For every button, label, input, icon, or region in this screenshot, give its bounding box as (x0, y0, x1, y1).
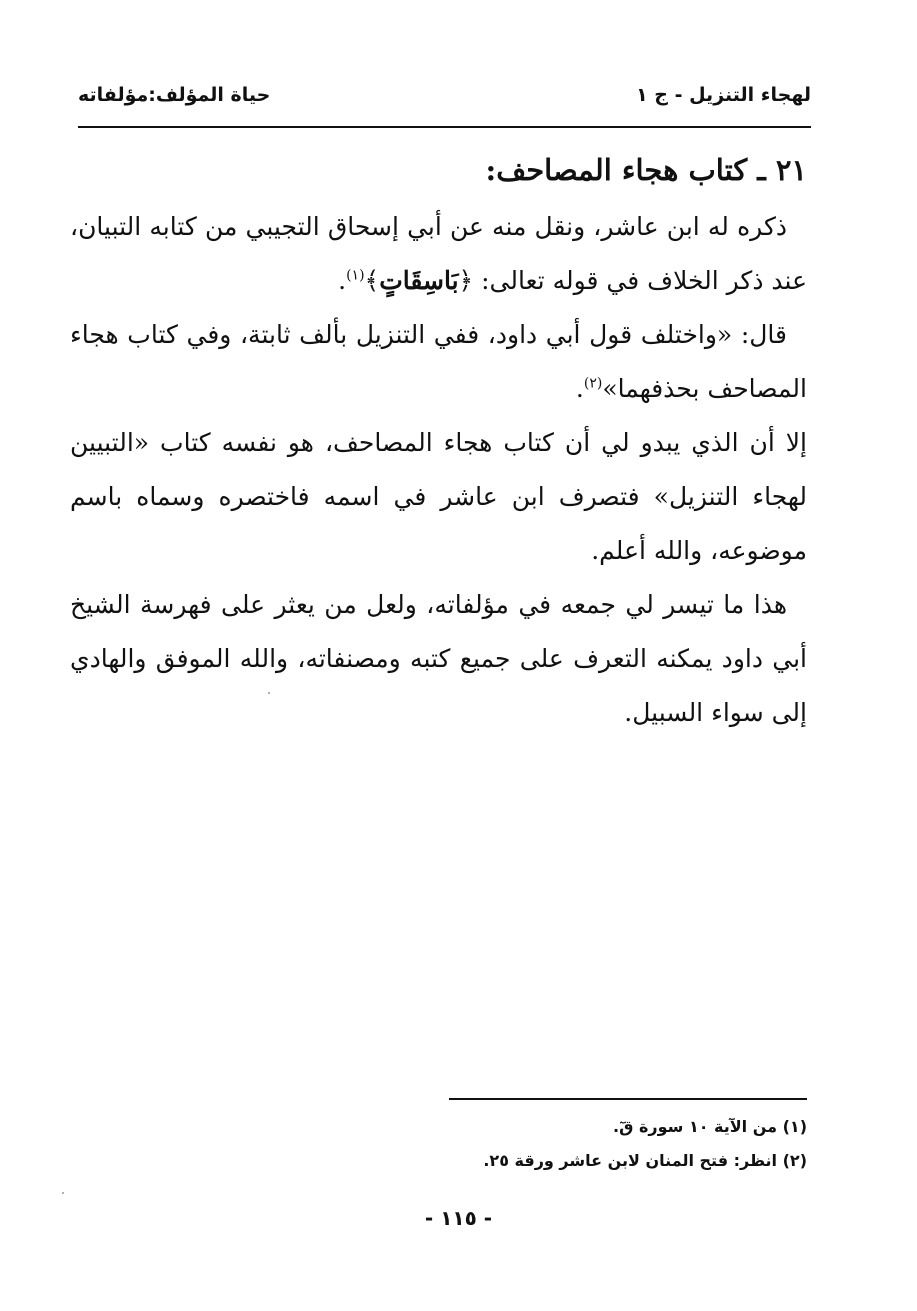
footnote-ref-2: (٢) (583, 375, 603, 392)
paragraph-4-text: هذا ما تيسر لي جمعه في مؤلفاته، ولعل من يعثر على فهرسة الشيخ أبي داود يمكنه التعرف على جميع كتبه ومصنفاته، والله الموفق والهادي إلى سواء السبيل. (70, 590, 807, 727)
paragraph-3 (70, 416, 807, 578)
quran-word: بَاسِقَاتٍ (379, 266, 459, 295)
footnote-ref-1: (١) (346, 267, 365, 284)
paragraph-2-text: قال: «واختلف قول أبي داود، ففي التنزيل بألف ثابتة، وفي كتاب هجاء المصاحف بحذفهما» (70, 320, 807, 403)
header-rule (78, 126, 811, 128)
paragraph-1-end: . (338, 266, 347, 295)
paragraph-2-end: . (575, 374, 584, 403)
main-text (70, 140, 807, 740)
running-head-chapter-title: حياة المؤلف:مؤلفاته (78, 84, 271, 106)
footnote-1: (١) من الآية ١٠ سورة قٓ. (613, 1117, 807, 1136)
footnote-rule (449, 1098, 807, 1100)
paragraph-2 (70, 308, 807, 416)
scan-speck (62, 1192, 64, 1194)
footnotes (207, 1110, 807, 1178)
paragraph-1-text: ذكره له ابن عاشر، ونقل منه عن أبي إسحاق التجيبي من كتابه التبيان، عند ذكر الخلاف في قوله تعالى: ﴿ (70, 212, 807, 295)
quran-bracket-close: ﴾ (364, 266, 380, 295)
footnote-2: (٢) انظر: فتح المنان لابن عاشر ورقة ٢٥. (483, 1151, 807, 1170)
section-heading: ٢١ ـ كتاب هجاء المصاحف: (485, 153, 807, 187)
scan-speck (268, 692, 270, 694)
paragraph-4 (70, 578, 807, 740)
paragraph-1 (70, 200, 807, 308)
running-head-book-title: لهجاء التنزيل - ج ١ (636, 84, 811, 106)
running-head (78, 78, 811, 114)
page-number: - ١١٥ - (424, 1206, 493, 1230)
paragraph-3-text: إلا أن الذي يبدو لي أن كتاب هجاء المصاحف، هو نفسه كتاب «التبيين لهجاء التنزيل» فتصرف ابن عاشر في اسمه فاختصره وسماه باسم موضوعه، والله أعلم. (70, 428, 807, 565)
